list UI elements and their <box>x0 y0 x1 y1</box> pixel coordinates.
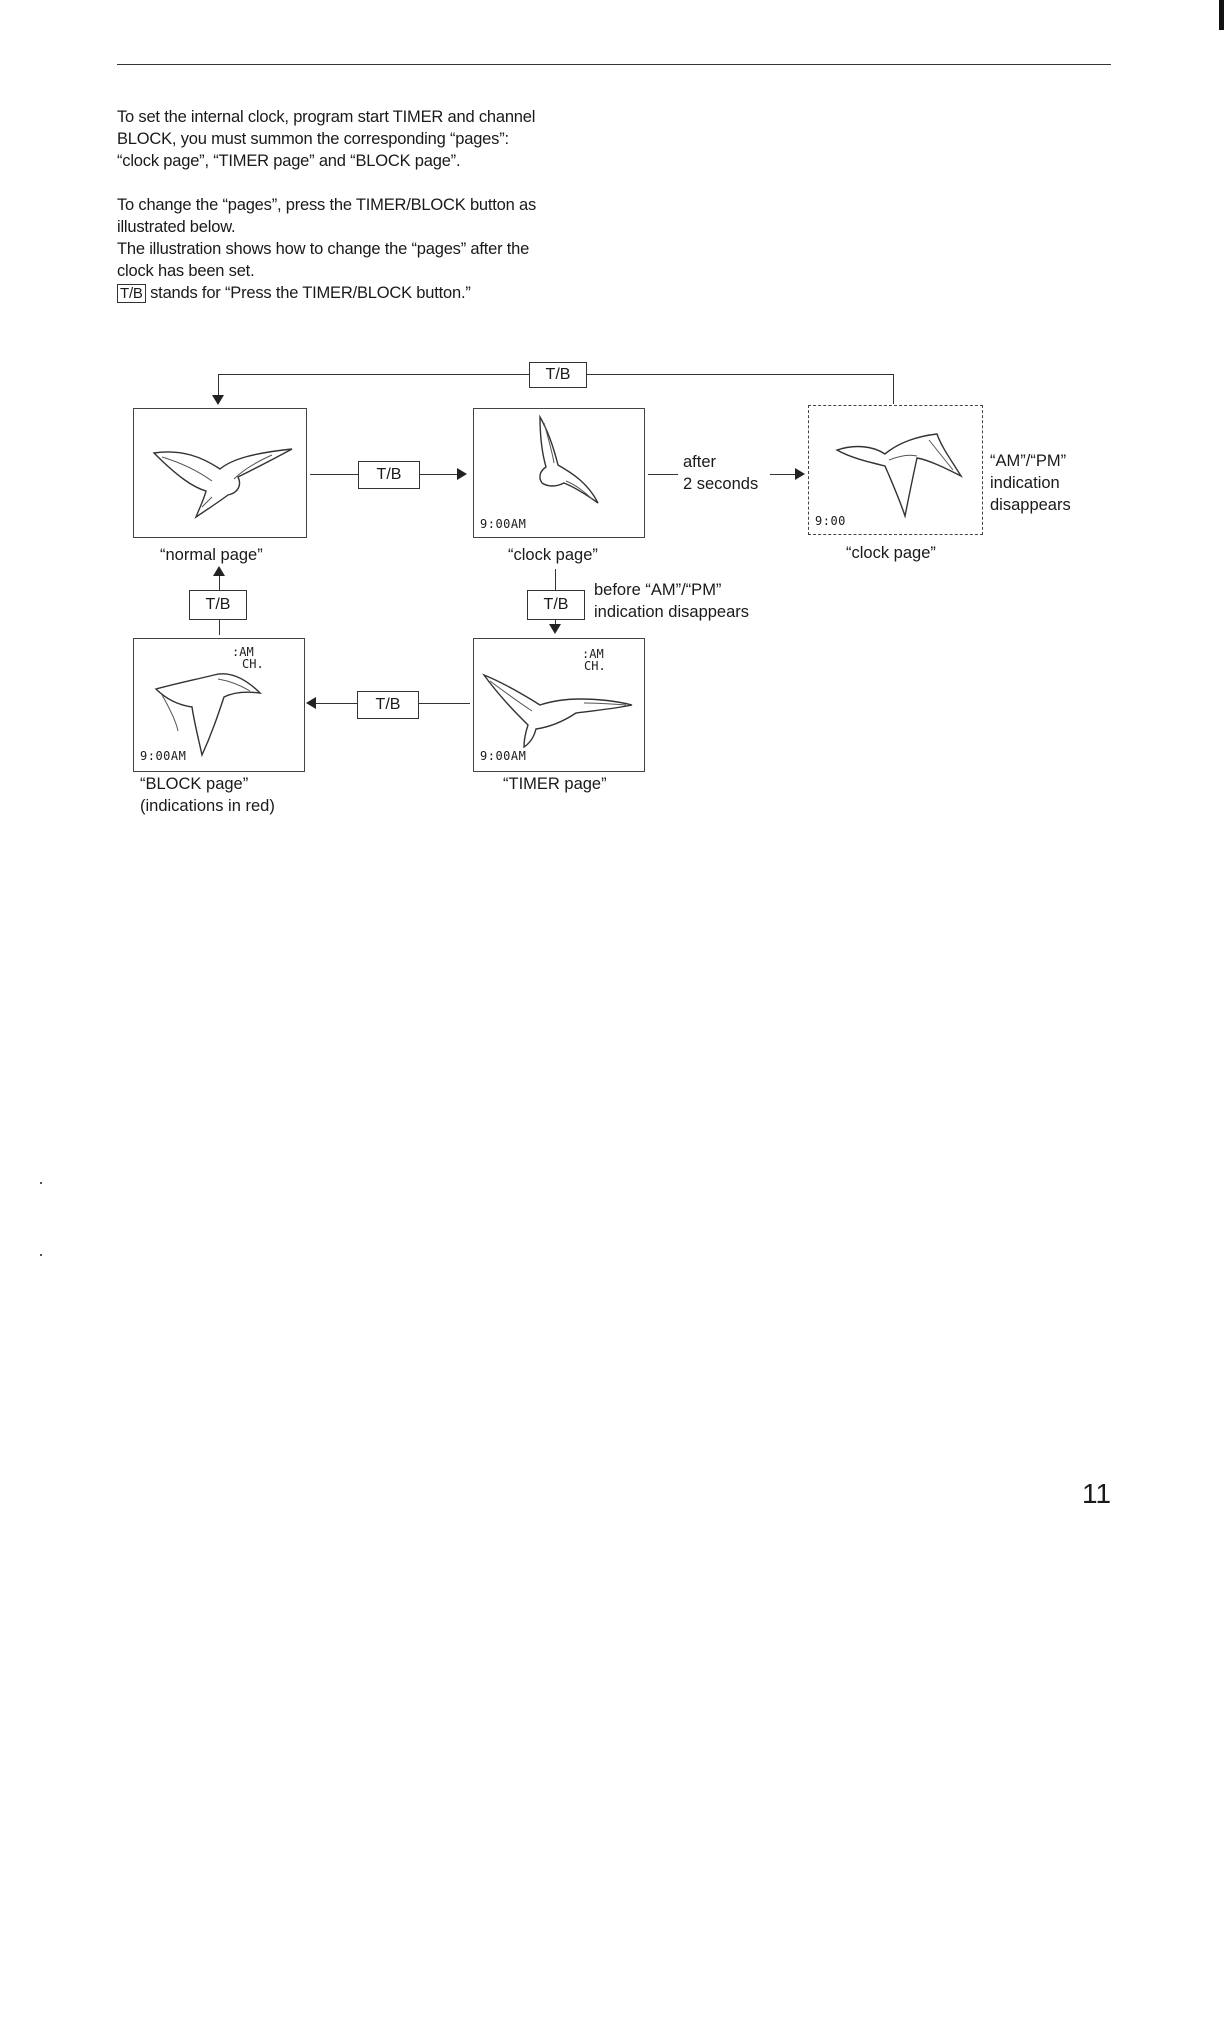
disappears-label-3: disappears <box>990 496 1071 514</box>
after-label-2: 2 seconds <box>683 475 759 493</box>
connector-clock-down-top <box>555 569 556 591</box>
block-page-caption-2: (indications in red) <box>140 797 275 815</box>
block-page-caption-1: “BLOCK page” <box>140 775 249 793</box>
connector-after <box>648 474 678 475</box>
before-label-1: before “AM”/“PM” <box>594 581 722 599</box>
clock-display: 9:00AM <box>480 517 527 531</box>
arrow-right-icon <box>795 468 805 480</box>
tb-button-clock-to-timer: T/B <box>527 590 585 620</box>
timer-page-screen <box>473 638 645 772</box>
scan-speck <box>40 1182 42 1184</box>
arrow-left-icon <box>306 697 316 709</box>
header-rule <box>117 64 1111 65</box>
connector-normal-left <box>310 474 360 475</box>
arrow-up-icon <box>213 566 225 576</box>
tb-button-block-to-normal: T/B <box>189 590 247 620</box>
tb-button-top: T/B <box>529 362 587 388</box>
connector-timer-left <box>316 703 358 704</box>
clock-page-2-screen <box>808 405 983 535</box>
bird-icon <box>514 413 624 513</box>
connector-block-up-bottom <box>219 619 220 635</box>
edge-mark <box>1219 0 1224 30</box>
arrow-down-icon <box>212 395 224 405</box>
connector-normal-right <box>419 474 457 475</box>
page-number: 11 <box>1082 1478 1112 1509</box>
tb-button-timer-to-block: T/B <box>357 691 419 719</box>
intro-paragraph-2: To change the “pages”, press the TIMER/BLOCK button as illustrated below. The illustration shows how to change the “pages” after the clock has been set. T/B stands for “Press the TIMER/BLOCK button.” <box>117 194 637 304</box>
scan-speck <box>40 1254 42 1256</box>
bird-icon <box>480 669 640 749</box>
before-label-2: indication disappears <box>594 603 750 621</box>
intro-text <box>117 106 637 304</box>
block-lcd-am: :AM <box>232 645 254 659</box>
bird-icon <box>148 659 268 759</box>
bird-icon <box>829 420 969 520</box>
connector-after-2 <box>770 474 795 475</box>
return-line-right <box>893 374 894 404</box>
block-page-screen <box>133 638 305 772</box>
block-lcd-ch: CH. <box>242 657 264 671</box>
connector-timer-right <box>418 703 470 704</box>
bird-icon <box>142 423 298 519</box>
clock-page-2-caption: “clock page” <box>846 544 936 562</box>
disappears-label-2: indication <box>990 474 1060 492</box>
arrow-right-icon <box>457 468 467 480</box>
legend-line: T/B stands for “Press the TIMER/BLOCK button.” <box>117 282 637 304</box>
timer-page-caption: “TIMER page” <box>503 775 607 793</box>
normal-page-screen <box>133 408 307 538</box>
timer-lcd-am: :AM <box>582 647 604 661</box>
timer-lcd-ch: CH. <box>584 659 606 673</box>
clock-page-caption: “clock page” <box>508 546 598 564</box>
clock-display-plain: 9:00 <box>815 514 846 528</box>
block-clock-display: 9:00AM <box>140 749 187 763</box>
tb-key-legend: T/B <box>117 284 146 303</box>
arrow-down-icon <box>549 624 561 634</box>
timer-clock-display: 9:00AM <box>480 749 527 763</box>
intro-paragraph-1: To set the internal clock, program start TIMER and channel BLOCK, you must summon the corresponding “pages”: “clock page”, “TIMER page” and “BLOCK page”. <box>117 108 536 170</box>
clock-page-screen <box>473 408 645 538</box>
connector-block-up-top <box>219 576 220 590</box>
normal-page-caption: “normal page” <box>160 546 263 564</box>
disappears-label-1: “AM”/“PM” <box>990 452 1067 470</box>
tb-button-normal-to-clock: T/B <box>358 461 420 489</box>
after-label-1: after <box>683 453 717 471</box>
